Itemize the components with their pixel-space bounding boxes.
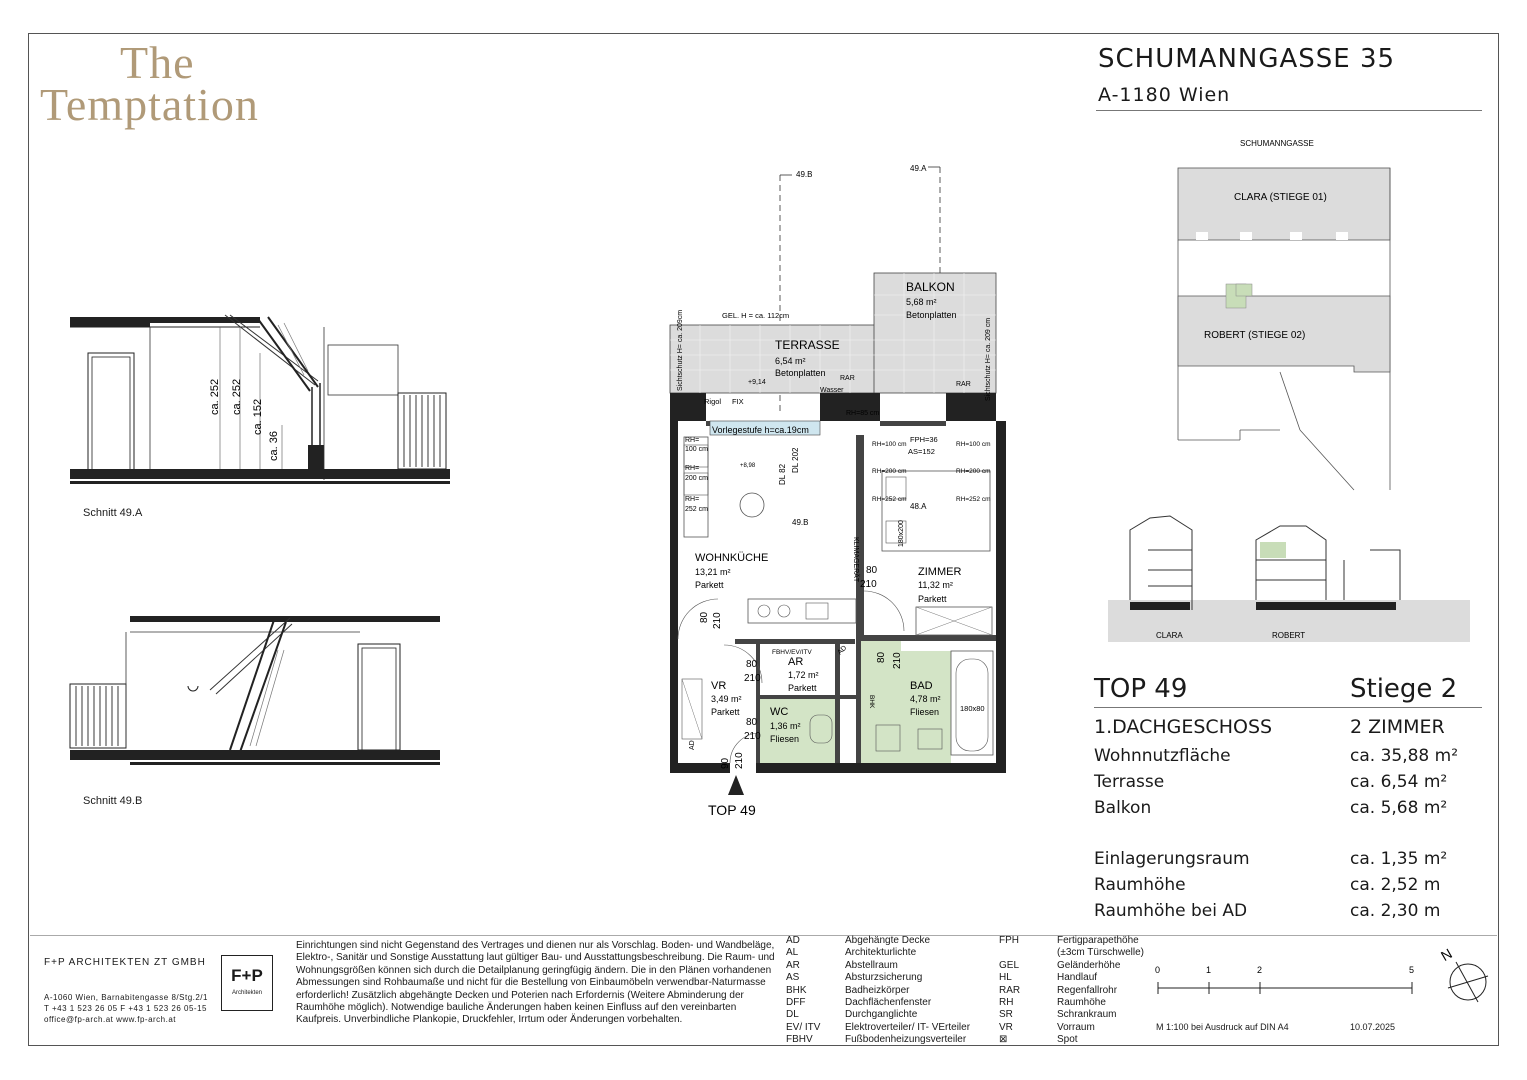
extra-row [1094, 849, 1474, 873]
floor-plan [660, 155, 1020, 818]
rh100-b: RH=100 cm [956, 441, 991, 448]
wohnkueche-floor: Parkett [695, 580, 724, 590]
address-rule [1096, 110, 1482, 111]
area-row [1094, 798, 1474, 822]
rh-left-1: RH= [685, 437, 700, 444]
rar-note-1: RAR [840, 375, 855, 382]
wohnkueche-area: 13,21 m² [695, 567, 731, 577]
wasser-note: Wasser [820, 387, 844, 394]
bad-area: 4,78 m² [910, 694, 941, 704]
phone-line: T +43 1 523 26 05 F +43 1 523 26 05-15 [44, 1004, 207, 1013]
section-b-label: Schnitt 49.B [83, 795, 143, 807]
legend-abbr: DFF [786, 996, 806, 1008]
terrasse-floor: Betonplatten [775, 368, 826, 378]
legend-abbr [999, 947, 1020, 959]
bhk-note: BHK [868, 695, 875, 709]
disclaimer-text: Einrichtungen sind nicht Gegenstand des Vertrages und dienen nur als Vorschlag. Boden- und Wandbeläge, Elektro-, Sanitär und Sonstige Ausstattung laut gültiger Bau- und Ausstattungsbeschreibung. Die Raum- und Wohnungsgrößen können sich durch die Detailplanung geringfügig ändern. Die in den Plänen vorhandenen Abmessungen sind Rohbaumaße und nicht für die Bestellung von Einbaumöbeln verwendbar-Naturmasse erforderlich! Zusätzlich abgehängte Decken und Poterien nach Erfordernis (Weitere Abminderung der Raumhöhe möglich). Notwendige bauliche Änderungen haben keinen Einfluss auf den vereinbarten Kaufpreis. Unverbindliche Plankopie, Druckfehler, Irrtum oder Änderungen vorbehalten. [296, 940, 775, 1026]
area-value: ca. 5,68 m² [1350, 798, 1448, 818]
door-entry-h: 210 [734, 752, 745, 769]
legend-text: Abgehängte Decke [845, 935, 931, 946]
dim-a-3: ca. 152 [252, 398, 264, 435]
unit-rooms: 2 ZIMMER [1350, 716, 1445, 738]
scale-note: M 1:100 bei Ausdruck auf DIN A4 [1156, 1022, 1289, 1032]
vr-area: 3,49 m² [711, 694, 742, 704]
rh200-a: RH=200 cm [872, 468, 907, 475]
rigol-note: Rigol [704, 397, 722, 406]
street-address: SCHUMANNGASSE 35 [1098, 44, 1396, 74]
legend-text: Dachflächenfenster [845, 996, 932, 1008]
unit-stiege: Stiege 2 [1350, 674, 1458, 704]
extra-value: ca. 2,30 m [1350, 901, 1441, 921]
door-wk-h: 210 [712, 612, 723, 629]
ar-area: 1,72 m² [788, 670, 819, 680]
dim-a-2: ca. 252 [231, 378, 243, 415]
wc-area: 1,36 m² [770, 721, 801, 731]
sichtschutz-right: Sichtschutz H= ca. 209 cm [985, 317, 992, 401]
bad-floor: Fliesen [910, 707, 940, 717]
door-wc-w: 80 [746, 717, 758, 728]
legend-abbr: AR [786, 959, 800, 971]
legend-abbr: AS [786, 972, 800, 984]
door-wk-w: 80 [699, 611, 710, 623]
web-line: office@fp-arch.at www.fp-arch.at [44, 1015, 177, 1024]
legend-right-text [1057, 935, 1144, 1047]
legend-text: Fußbodenheizungsverteiler [845, 1034, 967, 1046]
tub-size: 180x80 [960, 704, 985, 713]
area-label: Balkon [1094, 798, 1152, 818]
company-address [44, 992, 208, 1025]
ar-floor: Parkett [788, 683, 817, 693]
door-ar-w: 80 [746, 659, 758, 670]
dim-a-4: ca. 36 [268, 431, 280, 461]
unit-floor: 1.DACHGESCHOSS [1094, 716, 1273, 738]
north-arrow-icon [1438, 940, 1490, 1030]
fp-logo-sub: Architekten [231, 990, 262, 996]
legend-abbr: RH [999, 996, 1014, 1008]
plan-gel-h: GEL. H = ca. 112cm [722, 311, 790, 320]
as-note: AS=152 [908, 447, 935, 456]
dl-note: DL 82 [778, 463, 787, 485]
brand-logo [40, 37, 259, 130]
extra-label: Raumhöhe [1094, 875, 1186, 895]
plan-top-label: TOP 49 [708, 802, 756, 818]
extra-label: Einlagerungsraum [1094, 849, 1250, 869]
rh-left-5: RH= [685, 496, 700, 503]
ad-note-2: AD [836, 644, 849, 657]
bed-size: 180x200 [898, 520, 905, 547]
brand-line-2: Temptation [40, 79, 259, 130]
rh252-b: RH=252 cm [956, 496, 991, 503]
door-bad-w: 80 [876, 651, 887, 663]
fix-note: FIX [732, 397, 744, 406]
cut-48a-label: 48.A [910, 502, 927, 511]
legend-text: Handlauf [1057, 972, 1098, 984]
legend-text: Architekturlichte [845, 947, 917, 959]
rar-note-2: RAR [956, 381, 971, 388]
legend-text: Spot [1057, 1034, 1078, 1046]
fp-logo-text: F+P [231, 966, 263, 985]
area-value: ca. 35,88 m² [1350, 746, 1459, 766]
legend-text: (±3cm Türschwelle) [1057, 947, 1144, 959]
legend-abbr: HL [999, 972, 1012, 984]
footer-rule [30, 935, 1497, 936]
elev-robert: ROBERT [1272, 631, 1306, 640]
door-ar-h: 210 [744, 673, 761, 684]
balkon-floor: Betonplatten [906, 310, 957, 320]
fph-note: FPH=36 [910, 435, 938, 444]
extra-label: Raumhöhe bei AD [1094, 901, 1248, 921]
legend-text: Geländerhöhe [1057, 959, 1121, 971]
wohnkueche-name: WOHNKÜCHE [695, 552, 769, 564]
plan-date: 10.07.2025 [1350, 1022, 1396, 1032]
fp-logo [221, 955, 273, 1011]
dl-note-2: DL 202 [791, 447, 800, 473]
legend-abbr: RAR [999, 984, 1021, 996]
cut-a-label: 49.A [910, 164, 927, 173]
vr-name: VR [711, 680, 727, 692]
rh-left-4: 200 cm [685, 475, 708, 482]
section-a-drawing [60, 305, 460, 505]
vorlegestufe-note: Vorlegestufe h=ca.19cm [712, 425, 809, 435]
legend-text: Schrankraum [1057, 1009, 1117, 1021]
rh-left-2: 100 cm [685, 446, 708, 453]
vr-floor: Parkett [711, 707, 740, 717]
door-zimmer-h: 210 [860, 579, 877, 590]
section-a-label: Schnitt 49.A [83, 507, 143, 519]
extra-value: ca. 2,52 m [1350, 875, 1441, 895]
extra-row [1094, 901, 1474, 925]
zimmer-area: 11,32 m² [918, 580, 953, 590]
balkon-name: BALKON [906, 280, 955, 294]
legend-abbr: ⊠ [999, 1034, 1008, 1046]
elev-clara: CLARA [1156, 631, 1183, 640]
fbhv-note: FBHV/EV/ITV [772, 649, 812, 656]
rh252-a: RH=252 cm [872, 496, 907, 503]
area-value: ca. 6,54 m² [1350, 772, 1448, 792]
terrasse-name: TERRASSE [775, 338, 840, 352]
unit-top: TOP 49 [1094, 674, 1188, 704]
dim-a-1: ca. 252 [209, 378, 221, 415]
site-clara: CLARA (STIEGE 01) [1234, 192, 1327, 203]
wc-name: WC [770, 706, 789, 718]
site-robert: ROBERT (STIEGE 02) [1204, 330, 1306, 341]
door-bad-h: 210 [892, 652, 903, 669]
extra-row [1094, 875, 1474, 899]
legend-abbr: BHK [786, 984, 807, 996]
area-label: Terrasse [1094, 772, 1165, 792]
legend-abbr: FPH [999, 935, 1019, 946]
ad-note-1: AD [689, 740, 696, 750]
area-row [1094, 772, 1474, 796]
unit-rule [1094, 707, 1482, 708]
legend-text: Abstellraum [845, 959, 898, 971]
scale-bar [1150, 960, 1420, 1000]
area-label: Wohnnutzfläche [1094, 746, 1231, 766]
rh100-a: RH=100 cm [872, 441, 907, 448]
legend-abbr: DL [786, 1009, 799, 1021]
legend-left [786, 935, 820, 1047]
cut-49b-inner: 49.B [792, 518, 809, 527]
klima-note: KLIMAGERÄT [852, 537, 859, 583]
legend-text: Vorraum [1057, 1021, 1095, 1033]
legend-left-text [845, 935, 970, 1047]
cut-b-label: 49.B [796, 170, 813, 179]
bad-name: BAD [910, 680, 933, 692]
door-entry-w: 90 [720, 757, 731, 769]
legend-right [999, 935, 1020, 1047]
legend-text: Absturzsicherung [845, 972, 923, 984]
legend-abbr: SR [999, 1009, 1013, 1021]
legend-abbr: FBHV [786, 1034, 813, 1046]
rh85-note: RH=85 cm [846, 410, 880, 417]
zimmer-floor: Parkett [918, 594, 947, 604]
wc-floor: Fliesen [770, 734, 800, 744]
ar-name: AR [788, 656, 804, 668]
address-line: A-1060 Wien, Barnabitengasse 8/Stg.2/1 [44, 993, 208, 1002]
legend-abbr: AL [786, 947, 799, 959]
rh-left-3: RH= [685, 465, 700, 472]
legend-abbr: GEL [999, 959, 1020, 971]
street-label: SCHUMANNGASSE [1240, 139, 1314, 148]
level-living: +8,98 [740, 463, 756, 469]
rh200-b: RH=200 cm [956, 468, 991, 475]
legend-abbr: EV/ ITV [786, 1021, 821, 1033]
legend-abbr: AD [786, 935, 800, 946]
rh-left-6: 252 cm [685, 506, 708, 513]
legend-text: Elektroverteiler/ IT- VErteiler [845, 1021, 971, 1033]
terrasse-area: 6,54 m² [775, 356, 806, 366]
legend-text: Raumhöhe [1057, 996, 1106, 1008]
legend-text: Fertigparapethöhe [1057, 935, 1139, 946]
site-plan [1100, 130, 1490, 650]
scale-tick-0: 0 [1155, 965, 1161, 975]
scale-tick-5: 5 [1409, 965, 1415, 975]
legend-text: Badheizkörper [845, 984, 910, 996]
level-terrace: +9,14 [748, 379, 766, 386]
door-wc-h: 210 [744, 731, 761, 742]
zimmer-name: ZIMMER [918, 566, 962, 578]
section-b-drawing [60, 610, 460, 780]
north-label: N [1438, 945, 1455, 965]
unit-floor-row [1094, 716, 1474, 740]
scale-tick-2: 2 [1257, 965, 1263, 975]
city-address: A-1180 Wien [1098, 84, 1231, 106]
door-zimmer-w: 80 [866, 565, 878, 576]
extra-value: ca. 1,35 m² [1350, 849, 1448, 869]
scale-tick-1: 1 [1206, 965, 1212, 975]
sichtschutz-left: Sichtschutz H= ca. 209cm [677, 309, 684, 391]
company-name: F+P ARCHITEKTEN ZT GMBH [44, 957, 206, 968]
legend-text: Durchganglichte [845, 1009, 918, 1021]
brand-line-1: The [120, 37, 195, 88]
area-row [1094, 746, 1474, 770]
legend-text: Regenfallrohr [1057, 984, 1118, 996]
legend-abbr: VR [999, 1021, 1013, 1033]
balkon-area: 5,68 m² [906, 297, 937, 307]
